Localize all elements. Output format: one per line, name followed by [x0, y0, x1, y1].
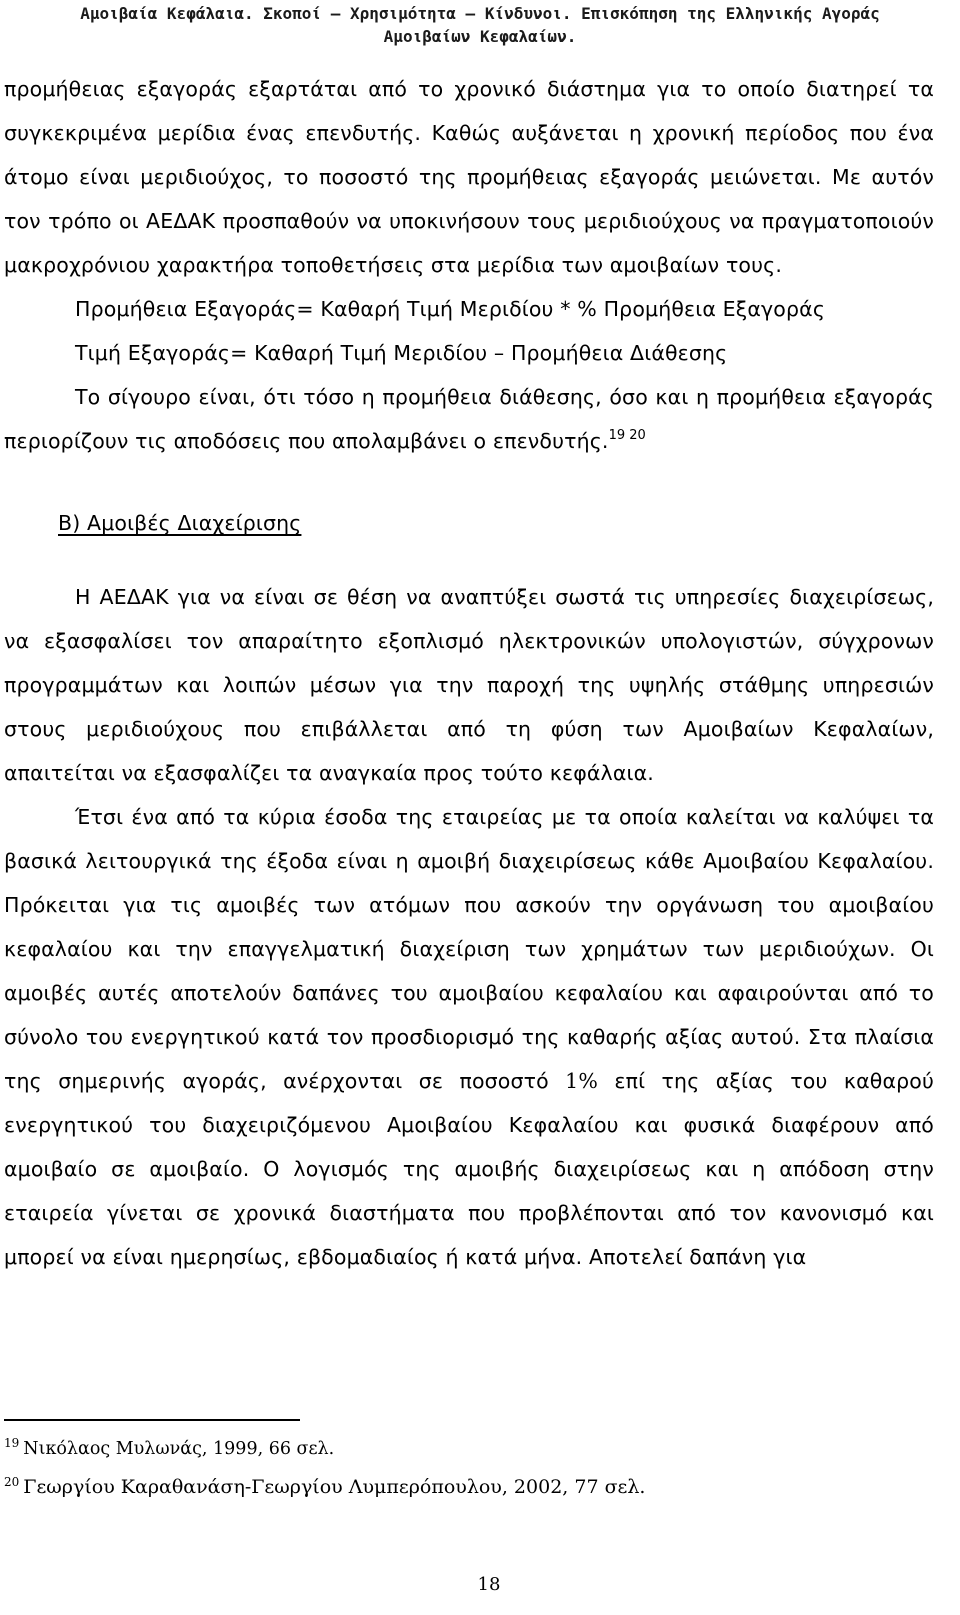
running-header [0, 2, 960, 48]
footnote-number: 20 [4, 1475, 20, 1489]
page-number: 18 [477, 1574, 501, 1595]
paragraph-text-b: επί της αξίας του καθαρού ενεργητικού του διαχειριζόμενου Αμοιβαίου Κεφαλαίου και φυσικά διαφέρουν από αμοιβαίο σε αμοιβαίο. Ο λογισμός της αμοιβής διαχειρίσεως και η απόδοση στην εταιρεία γίνεται σε χρονικά διαστήματα που προβλέπονται από τον κανονισμό και μπορεί να είναι ημερησίως, εβδομαδιαίος ή κατά μήνα. Αποτελεί δαπάνη για [4, 1069, 934, 1269]
footnote-19 [4, 1430, 934, 1468]
footnote-text: Γεωργίου Καραθανάση-Γεωργίου Λυμπερόπουλου, 2002, 77 σελ. [23, 1476, 646, 1498]
section-heading-text: Β) Αμοιβές Διαχείρισης [58, 511, 302, 535]
paragraph-text-a: Έτσι ένα από τα κύρια έσοδα της εταιρείας με τα οποία καλείται να καλύψει τα βασικά λειτουργικά της έξοδα είναι η αμοιβή διαχειρίσεως κάθε Αμοιβαίου Κεφαλαίου. Πρόκειται για τις αμοιβές των ατόμων που ασκούν την οργάνωση του αμοιβαίου κεφαλαίου και την επαγγελματική διαχείριση των χρημάτων των μεριδιούχων. Οι αμοιβές αυτές αποτελούν δαπάνες του αμοιβαίου κεφαλαίου και αφαιρούνται από το σύνολο του ενεργητικού κατά τον προσδιορισμό της καθαρής αξίας αυτού. Στα πλαίσια της σημερινής αγοράς, ανέρχονται σε ποσοστό [4, 805, 934, 1093]
paragraph-management-fee [4, 795, 934, 1279]
formula-redemption-fee: Προμήθεια Εξαγοράς= Καθαρή Τιμή Μεριδίου * % Προμήθεια Εξαγοράς [75, 297, 826, 321]
footnote-separator [4, 1419, 300, 1421]
paragraph-continued: προμήθειας εξαγοράς εξαρτάται από το χρονικό διάστημα για το οποίο διατηρεί τα συγκεκριμένα μερίδια ένας επενδυτής. Καθώς αυξάνεται η χρονική περίοδος που ένα άτομο είναι μεριδιούχος, το ποσοστό της προμήθειας εξαγοράς μειώνεται. Με αυτόν τον τρόπο οι ΑΕΔΑΚ προσπαθούν να υποκινήσουν τους μεριδιούχους να πραγματοποιούν μακροχρόνιου χαρακτήρα τοποθετήσεις στα μερίδια των αμοιβαίων τους. [4, 77, 934, 277]
header-line-2: Αμοιβαίων Κεφαλαίων. [383, 27, 577, 46]
section-heading [4, 501, 934, 545]
footnotes [4, 1430, 934, 1506]
footnote-text: Νικόλαος Μυλωνάς, 1999, 66 σελ. [23, 1439, 335, 1459]
body-text [4, 67, 934, 1279]
paragraph-fees-limit-returns [4, 375, 934, 463]
footnote-refs: 19 20 [608, 428, 646, 443]
formula-redemption-price: Τιμή Εξαγοράς= Καθαρή Τιμή Μεριδίου – Προμήθεια Διάθεσης [75, 341, 728, 365]
fee-percentage: 1% [565, 1069, 598, 1093]
header-line-1: Αμοιβαία Κεφάλαια. Σκοποί – Χρησιμότητα – Κίνδυνοι. Επισκόπηση της Ελληνικής Αγοράς [80, 4, 880, 23]
footnote-20 [4, 1468, 934, 1506]
footnote-number: 19 [4, 1436, 20, 1450]
paragraph-text: Το σίγουρο είναι, ότι τόσο η προμήθεια διάθεσης, όσο και η προμήθεια εξαγοράς περιορίζουν τις αποδόσεις που απολαμβάνει ο επενδυτής. [4, 385, 934, 453]
paragraph-management-services: Η ΑΕΔΑΚ για να είναι σε θέση να αναπτύξει σωστά τις υπηρεσίες διαχειρίσεως, να εξασφαλίσει τον απαραίτητο εξοπλισμό ηλεκτρονικών υπολογιστών, σύγχρονων προγραμμάτων και λοιπών μέσων για την παροχή της υψηλής στάθμης υπηρεσιών στους μεριδιούχους που επιβάλλεται από τη φύση των Αμοιβαίων Κεφαλαίων, απαιτείται να εξασφαλίζει τα αναγκαία προς τούτο κεφάλαια. [4, 585, 934, 785]
